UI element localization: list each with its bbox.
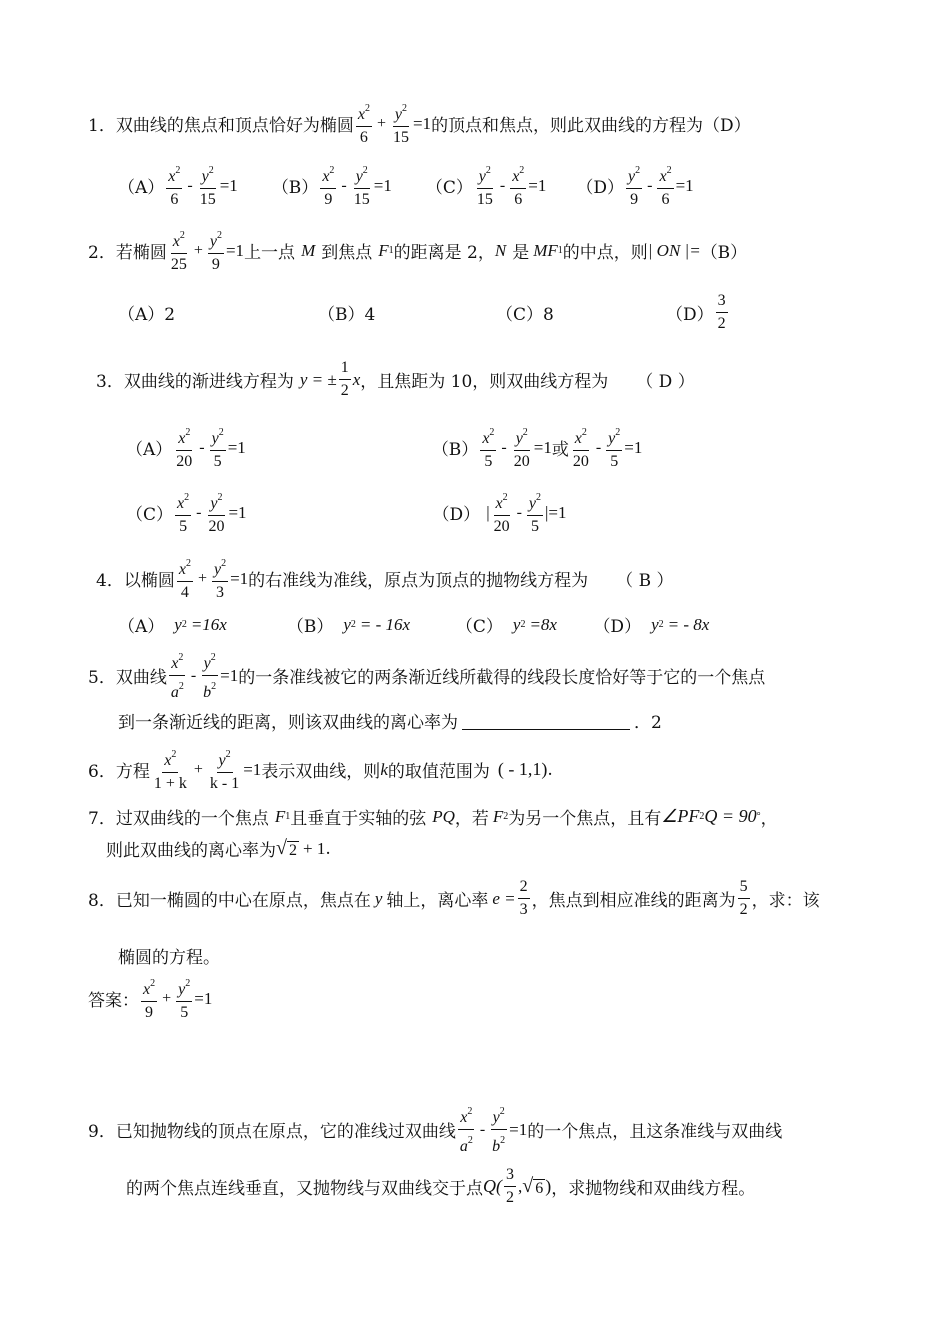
option-c-label: （C） xyxy=(425,178,473,198)
question-9-cont: 的两个焦点连线垂直，又抛物线与双曲线交于点 Q( $\frac{3}{2}$ , √ 6 ) ，求抛物线和双曲线方程。 xyxy=(126,1164,755,1209)
q-number: 9． xyxy=(88,1122,116,1142)
option-a-label: （A） xyxy=(118,178,165,198)
fraction: $\frac{x^2}{a^2}$ xyxy=(458,1101,475,1158)
q3-options-row2: （C） $\frac{x^2}{5}$ - $\frac{y^2}{20}$ =1 （D） | $\frac{x^2}{20}$ - $\frac{y^2}{5}$ |=1 xyxy=(126,487,567,538)
q-text: 且垂直于实轴的弦 xyxy=(290,809,427,829)
or-text: 或 xyxy=(551,440,569,460)
q-text: 双曲线 xyxy=(115,668,167,688)
answer: ．2 xyxy=(634,713,662,733)
q-text: 若椭圆 xyxy=(115,243,167,263)
question-9: 9． 已知抛物线的顶点在原点，它的准线过双曲线 $\frac{x^2}{a^2}$ - $\frac{y^2}{b^2}$ =1 的一个焦点，且这条准线与双曲线 xyxy=(88,1101,782,1158)
q-number: 5． xyxy=(88,668,116,688)
q-text: 双曲线的焦点和顶点恰好为椭圆 xyxy=(115,116,354,136)
option-b-label: （B） xyxy=(286,617,334,637)
q-text: 的中点，则 xyxy=(562,243,648,263)
option-c-label: （C） xyxy=(126,505,174,525)
question-5: 5． 双曲线 $\frac{x^2}{a^2}$ - $\frac{y^2}{b^2}$ =1 的一条准线被它的两条渐近线所截得的线段长度恰好等于它的一个焦点 xyxy=(88,647,765,704)
fraction: $\frac{y^2}{b^2}$ xyxy=(201,647,218,704)
fraction: $\frac{y^2}{9}$ xyxy=(626,160,642,211)
answer: ( - 1,1) xyxy=(497,759,548,779)
q-text: ，求抛物线和双曲线方程。 xyxy=(551,1179,756,1199)
q-text: ，焦点到相应准线的距离为 xyxy=(531,891,736,911)
question-1 xyxy=(88,98,751,149)
q-text: 的右准线为准线，原点为顶点的抛物线方程为 xyxy=(248,571,589,591)
fraction: $\frac{5}{2}$ xyxy=(739,878,748,918)
option-c-label: （C） xyxy=(455,617,503,637)
q-text: 则此双曲线的离心率为 xyxy=(106,841,276,861)
answer-blank xyxy=(462,711,630,730)
fraction: $\frac{y^2}{9}$ xyxy=(208,225,224,276)
q1-options: （A） $\frac{x^2}{6}$ - $\frac{y^2}{15}$ =1 （B） $\frac{x^2}{9}$ - $\frac{y^2}{15}$ =1 （C） $\frac{y^2}{15}$ - $\frac{x^2}{6}$ =1 （D） $\frac{y^2}{9}$ - $\frac{x^2}{6}$ =1 xyxy=(118,160,694,211)
fraction: $\frac{y^2}{5}$ xyxy=(527,487,543,538)
q-text: 为另一个焦点，且有 xyxy=(508,809,662,829)
q-number: 4． xyxy=(96,571,124,591)
fraction: $\frac{2}{3}$ xyxy=(519,878,528,918)
q4-options: （A） y 2 =16x （B） y 2 = - 16x （C） y 2 =8x （D） y 2 = - 8x xyxy=(118,612,709,637)
question-2: 2． 若椭圆 $\frac{x^2}{25}$ + $\frac{y^2}{9}$ =1 上一点 M 到焦点 F 1 的距离是 2， N 是 MF 1 的中点，则 | ON |= （B） xyxy=(88,225,747,276)
option-a: （A）2 xyxy=(118,305,176,325)
option-a-label: （A） xyxy=(118,617,165,637)
answer: + 1 xyxy=(302,838,326,858)
sqrt-2: √ 2 xyxy=(276,837,297,859)
q-text: 到一条渐近线的距离，则该双曲线的离心率为 xyxy=(118,713,458,733)
fraction: $\frac{y^2}{15}$ xyxy=(391,98,411,149)
q-text: 是 xyxy=(512,243,530,263)
question-7-cont: 则此双曲线的离心率为 √ 2 + 1 . xyxy=(106,837,331,861)
fraction: $\frac{y^2}{20}$ xyxy=(206,487,226,538)
operator: + xyxy=(376,114,386,132)
fraction: $\frac{x^2}{a^2}$ xyxy=(169,647,186,704)
fraction: $\frac{3}{2}$ xyxy=(506,1166,514,1206)
fraction: $\frac{y^2}{k - 1}$ xyxy=(208,744,241,795)
q3-options-row1: （A） $\frac{x^2}{20}$ - $\frac{y^2}{5}$ =1 （B） $\frac{x^2}{5}$ - $\frac{y^2}{20}$ =1 或 $\frac{x^2}{20}$ - $\frac{y^2}{5}$ =1 xyxy=(126,422,642,473)
fraction: $\frac{3}{2}$ xyxy=(717,292,726,332)
fraction: $\frac{x^2}{6}$ xyxy=(356,98,372,149)
fraction: $\frac{x^2}{1 + k}$ xyxy=(152,744,189,795)
answer: （ D ） xyxy=(636,372,695,392)
q-text: 表示双曲线，则 xyxy=(261,762,381,782)
option-b-label: （B） xyxy=(271,178,319,198)
q-text: 已知抛物线的顶点在原点，它的准线过双曲线 xyxy=(115,1122,456,1142)
fraction: $\frac{x^2}{5}$ xyxy=(175,487,191,538)
q-text: 上一点 xyxy=(244,243,296,263)
option-d-label: （D） xyxy=(576,178,625,198)
q-number: 8． xyxy=(88,891,116,911)
fraction: $\frac{y^2}{5}$ xyxy=(176,973,192,1024)
fraction: $\frac{1}{2}$ xyxy=(340,359,349,399)
fraction: $\frac{y^2}{15}$ xyxy=(198,160,218,211)
q-text: 的取值范围为 xyxy=(387,762,490,782)
q-text: ，若 xyxy=(454,809,489,829)
option-d-label: （D） xyxy=(593,617,642,637)
q-number: 3． xyxy=(96,372,124,392)
q-text: 轴上，离心率 xyxy=(386,891,489,911)
option-b: （B）4 xyxy=(318,305,376,325)
fraction: $\frac{x^2}{25}$ xyxy=(169,225,189,276)
sqrt-6: √ 6 xyxy=(522,1175,544,1197)
equals-one: =1 xyxy=(412,113,432,133)
q-text: 已知一椭圆的中心在原点，焦点在 xyxy=(115,891,371,911)
fraction: $\frac{x^2}{20}$ xyxy=(492,487,512,538)
option-d-label: （D） xyxy=(432,505,481,525)
fraction: $\frac{x^2}{9}$ xyxy=(141,973,157,1024)
option-b-label: （B） xyxy=(431,440,479,460)
q-number: 7． xyxy=(88,809,116,829)
fraction: $\frac{y^2}{3}$ xyxy=(212,553,228,604)
question-3: 3． 双曲线的渐进线方程为 y = ± $\frac{1}{2}$ x ，且焦距为 10，则双曲线方程为 （ D ） xyxy=(96,357,695,402)
option-d-label: （D） xyxy=(666,305,714,325)
q-text: 过双曲线的一个焦点 xyxy=(115,809,269,829)
fraction: $\frac{x^2}{4}$ xyxy=(177,553,193,604)
q-number: 2． xyxy=(88,243,116,263)
question-8: 8． 已知一椭圆的中心在原点，焦点在 y 轴上，离心率 e = $\frac{2}{3}$ ，焦点到相应准线的距离为 $\frac{5}{2}$ ，求：该 xyxy=(88,876,820,921)
q-number: 6． xyxy=(88,762,116,782)
fraction: $\frac{y^2}{5}$ xyxy=(210,422,226,473)
fraction: $\frac{x^2}{5}$ xyxy=(480,422,496,473)
q-text: 双曲线的渐进线方程为 xyxy=(123,372,294,392)
question-8-cont xyxy=(118,943,220,968)
q-text: 椭圆的方程。 xyxy=(118,948,220,968)
question-6: 6． 方程 $\frac{x^2}{1 + k}$ + $\frac{y^2}{k - 1}$ =1 表示双曲线，则 k 的取值范围为 ( - 1,1) . xyxy=(88,744,553,795)
answer: （B） xyxy=(700,243,748,263)
option-c: （C）8 xyxy=(496,305,554,325)
fraction: $\frac{x^2}{20}$ xyxy=(174,422,194,473)
q-text: ，且焦距为 10，则双曲线方程为 xyxy=(360,372,609,392)
q-text: 的距离是 2， xyxy=(393,243,495,263)
fraction: $\frac{x^2}{20}$ xyxy=(571,422,591,473)
answer: （ B ） xyxy=(616,571,674,591)
fraction: $\frac{x^2}{6}$ xyxy=(510,160,526,211)
fraction: $\frac{y^2}{5}$ xyxy=(606,422,622,473)
fraction: $\frac{x^2}{9}$ xyxy=(320,160,336,211)
q-text: 方程 xyxy=(115,762,150,782)
question-5-cont xyxy=(118,708,662,733)
q8-answer: 答案： $\frac{x^2}{9}$ + $\frac{y^2}{5}$ =1 xyxy=(88,973,212,1024)
q-text: ，求：该 xyxy=(751,891,820,911)
q-number: 1． xyxy=(88,116,116,136)
q-text: 以椭圆 xyxy=(123,571,175,591)
fraction: $\frac{x^2}{6}$ xyxy=(166,160,182,211)
q-text: 的顶点和焦点，则此双曲线的方程为（D） xyxy=(431,116,751,136)
fraction: $\frac{y^2}{15}$ xyxy=(475,160,495,211)
fraction: $\frac{y^2}{b^2}$ xyxy=(490,1101,507,1158)
answer-label: 答案： xyxy=(88,991,139,1011)
fraction: $\frac{x^2}{6}$ xyxy=(657,160,673,211)
q-text: 的两个焦点连线垂直，又抛物线与双曲线交于点 xyxy=(126,1179,483,1199)
q-text: 的一条准线被它的两条渐近线所截得的线段长度恰好等于它的一个焦点 xyxy=(238,668,766,688)
question-4: 4． 以椭圆 $\frac{x^2}{4}$ + $\frac{y^2}{3}$ =1 的右准线为准线，原点为顶点的抛物线方程为 （ B ） xyxy=(96,553,673,604)
q2-options xyxy=(118,290,730,335)
option-a-label: （A） xyxy=(126,440,173,460)
q-text: 的一个焦点，且这条准线与双曲线 xyxy=(527,1122,783,1142)
q-text: 到焦点 xyxy=(321,243,373,263)
fraction: $\frac{y^2}{15}$ xyxy=(352,160,372,211)
fraction: $\frac{y^2}{20}$ xyxy=(512,422,532,473)
question-7: 7． 过双曲线的一个焦点 F 1 且垂直于实轴的弦 PQ ，若 F 2 为另一个焦点，且有 ∠PF 2 Q = 90 ° ， xyxy=(88,806,778,829)
